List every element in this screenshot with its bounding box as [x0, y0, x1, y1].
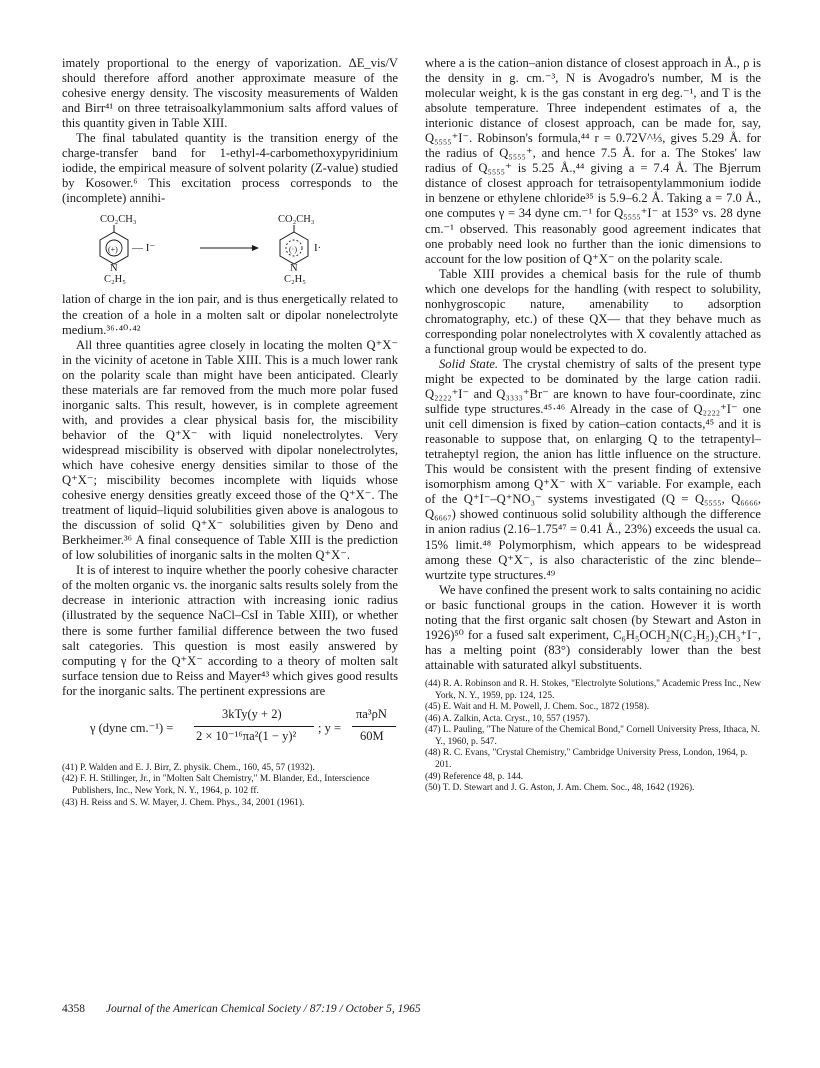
- left-column: [62, 56, 398, 809]
- ethyl-label-left: C₂H₅: [104, 274, 126, 286]
- equation-denominator-y: 60M: [360, 728, 384, 743]
- footnote-47: (47) L. Pauling, "The Nature of the Chemical Bond," Cornell University Press, Ithaca, N. Y., 1960, p. 547.: [425, 725, 760, 747]
- paragraph-vaporization: imately proportional to the energy of vaporization. ΔE_vis/V should therefore afford another approximate measure of the cohesive energy density. The viscosity measurements of Walden and Birr⁴¹ on three tetraisoalkylammonium salts afford values of this quantity given in Table XIII.: [62, 56, 398, 131]
- paragraph-rule-of-thumb: Table XIII provides a chemical basis for the rule of thumb which one develops for the handling (with respect to solubility, nonhygroscopic nature, amenability to adsorption chromatography, etc.) of these QX— that they behave much as corresponding polar nonelectrolytes with X covalently attached as a functional group would be expected to do.: [425, 266, 761, 356]
- equation-numerator-gamma: 3kTy(y + 2): [222, 706, 282, 721]
- footnote-41: (41) P. Walden and E. J. Birr, Z. physik. Chem., 160, 45, 57 (1932).: [62, 762, 315, 773]
- nitrogen-label-left: N: [110, 263, 118, 275]
- footnote-45: (45) E. Wait and H. M. Powell, J. Chem. Soc., 1872 (1958).: [425, 702, 650, 713]
- iodine-atom-label: I·: [314, 242, 322, 255]
- page-number: 4358: [62, 1003, 85, 1015]
- footnote-48: (48) R. C. Evans, "Crystal Chemistry," Cambridge University Press, London, 1964, p. 201.: [425, 748, 748, 771]
- paragraph-closest-approach: where a is the cation–anion distance of closest approach in Å., ρ is the density in g. cm.⁻³, N is Avogadro's number, M is the molecular weight, k is the gas constant in erg deg.⁻¹, and T is the absolute temperature. Three independent estimates of a, the interionic distance of closest approach, can be made for, say, Q₅₅₅₅⁺I⁻. Robinson's formula,⁴⁴ r = 0.72V^⅓, gives 5.29 Å. for the radius of Q₅₅₅₅⁺, and hence 7.5 Å. for a. The Stokes' law radius of Q₅₅₅₅⁺ is 5.25 Å.,⁴⁴ giving a = 7.4 Å. The Bjerrum distance of closest approach for tetraisopentylammonium iodide in benzene or ethylene chloride³⁵ is 5.9–6.2 Å. Taking a = 7.0 Å., one computes γ = 34 dyne cm.⁻¹ for Q₅₅₅₅⁺I⁻ at 153° vs. 28 dyne cm.⁻¹ observed. This reasonably good agreement indicates that one probably need look no further than the ionic dimensions to account for the low position of Q⁺X⁻ on the polarity scale.: [425, 56, 761, 266]
- footnote-50: (50) T. D. Stewart and J. G. Aston, J. Am. Chem. Soc., 48, 1642 (1926).: [425, 783, 695, 794]
- equation-denominator-gamma: 2 × 10⁻¹⁶πa²(1 − y)²: [196, 728, 297, 743]
- radical-dot-label: (·): [289, 245, 297, 255]
- iodide-anion-label: — I⁻: [132, 242, 156, 255]
- footnote-49: (49) Reference 48, p. 144.: [425, 771, 524, 782]
- fraction-bar-y: [352, 726, 396, 727]
- equation-numerator-y: πa³ρN: [356, 706, 387, 721]
- paragraph-transition-energy: The final tabulated quantity is the transition energy of the charge-transfer band for 1-ethyl-4-carbomethoxypyridinium iodide, the empirical measure of solvent polarity (Z-value) studied by Kosower.⁶ This excitation process corresponds to the (incomplete) annihi-: [62, 131, 398, 206]
- solid-state-text: The crystal chemistry of salts of the present type might be expected to be dominated by the large cation radii. Q₂₂₂₂⁺I⁻ and Q₃₃₃₃⁺Br⁻ are known to have four-coordinate, zinc sulfide type structures.⁴⁵·⁴⁶ Already in the case of Q₂₂₂₂⁺I⁻ one unit cell dimension is fixed by cation–cation contacts,⁴⁵ and it is reasonable to suppose that, on enlarging Q to the tetrapentyl–tetraheptyl region, the anion has little influence on the structure. This would be consistent with the present finding of extensive isomorphism among Q⁺X⁻ with X⁻ variable. For example, each of the Q⁺I⁻–Q⁺NO₃⁻ systems investigated (Q = Q₅₅₅₅, Q₆₆₆₆, Q₆₆₆₇) showed continuous solid solubility although the difference in anion radius (2.16–1.75⁴⁷ = 0.41 Å., 23%) exceeds the usual ca. 15% limit.⁴⁸ Polymorphism, which appears to be widespread among these Q⁺X⁻, is also characteristic of the zinc blende–wurtzite type structures.⁴⁹: [425, 356, 761, 582]
- carbomethoxy-label-right: CO₂CH₃: [278, 214, 315, 226]
- page-footer: [62, 1003, 762, 1015]
- right-column: [425, 56, 761, 795]
- ethyl-label-right: C₂H₅: [284, 274, 306, 286]
- equation-separator: ; y =: [318, 720, 342, 735]
- carbomethoxy-label-left: CO₂CH₃: [100, 214, 137, 226]
- footnote-44: (44) R. A. Robinson and R. H. Stokes, "Electrolyte Solutions," Academic Press Inc., New York, N. Y., 1959, pp. 124, 125.: [425, 678, 762, 701]
- footnote-42: (42) F. H. Stillinger, Jr., in "Molten Salt Chemistry," M. Blander, Ed., Interscience Publishers, Inc., New York, N. Y., 1964, p. 102 ff.: [62, 774, 370, 796]
- charge-transfer-scheme: [62, 212, 398, 284]
- positive-charge-label: (+): [108, 245, 118, 255]
- paragraph-solid-state: [425, 357, 761, 583]
- fraction-bar-gamma: [194, 726, 314, 727]
- footnotes-left: [62, 763, 398, 809]
- journal-citation: Journal of the American Chemical Society / 87:19 / October 5, 1965: [105, 1003, 421, 1015]
- footnotes-right: [425, 679, 761, 795]
- paragraph-charge-annihilation: lation of charge in the ion pair, and is thus energetically related to the creation of a hole in a molten salt or dipolar nonelectrolyte medium.³⁶·⁴⁰·⁴²: [62, 292, 398, 337]
- footnote-43: (43) H. Reiss and S. W. Mayer, J. Chem. Phys., 34, 2001 (1961).: [62, 797, 305, 808]
- nitrogen-label-right: N: [290, 263, 298, 275]
- surface-tension-equation: [62, 707, 398, 753]
- footnote-46: (46) A. Zalkin, Acta. Cryst., 10, 557 (1957).: [425, 713, 591, 724]
- paragraph-functional-groups: We have confined the present work to salts containing no acidic or basic functional groups in the cation. However it is worth noting that the first organic salt chosen (by Stewart and Aston in 1926)⁵⁰ for a fused salt experiment, C₆H₅OCH₂N(C₂H₅)₂CH₃⁺I⁻, has a melting point (83°) considerably lower than the best attainable with saturated alkyl substituents.: [425, 582, 761, 672]
- paragraph-polarity-scale: All three quantities agree closely in locating the molten Q⁺X⁻ in the vicinity of acetone in Table XIII. This is a much lower rank on the polarity scale than might have been anticipated. Clearly these materials are far removed from the much more polar fused inorganic salts. This result, however, is in complete agreement with, and provides a clear physical basis for, the miscibility behavior of the Q⁺X⁻ with liquid nonelectrolytes. Very widespread miscibility is observed with dipolar nonelectrolytes, which have cohesive energy densities similar to those of the Q⁺X⁻; miscibility becomes incomplete with liquids whose cohesive energy densities greatly exceed those of the Q⁺X⁻. The treatment of liquid–liquid solubilities given above is analogous to the discussion of solid Q⁺X⁻ solubilities given by Deno and Berkheimer.³⁶ A final consequence of Table XIII is the prediction of low solubilities of inorganic salts in the molten Q⁺X⁻.: [62, 337, 398, 563]
- equation-lhs: γ (dyne cm.⁻¹) =: [90, 720, 174, 735]
- solid-state-heading: Solid State.: [439, 356, 499, 371]
- paragraph-cohesive-character: It is of interest to inquire whether the poorly cohesive character of the molten organic vs. the inorganic salts results solely from the decrease in interionic attraction with increasing ionic radius (illustrated by the sequence NaCl–CsI in Table XIII), or whether there is some further familial difference between the two fused salt categories. This question is most easily answered by computing γ for the Q⁺X⁻ according to a theory of molten salt surface tension due to Reiss and Mayer⁴³ which gives good results for the inorganic salts. The pertinent expressions are: [62, 563, 398, 698]
